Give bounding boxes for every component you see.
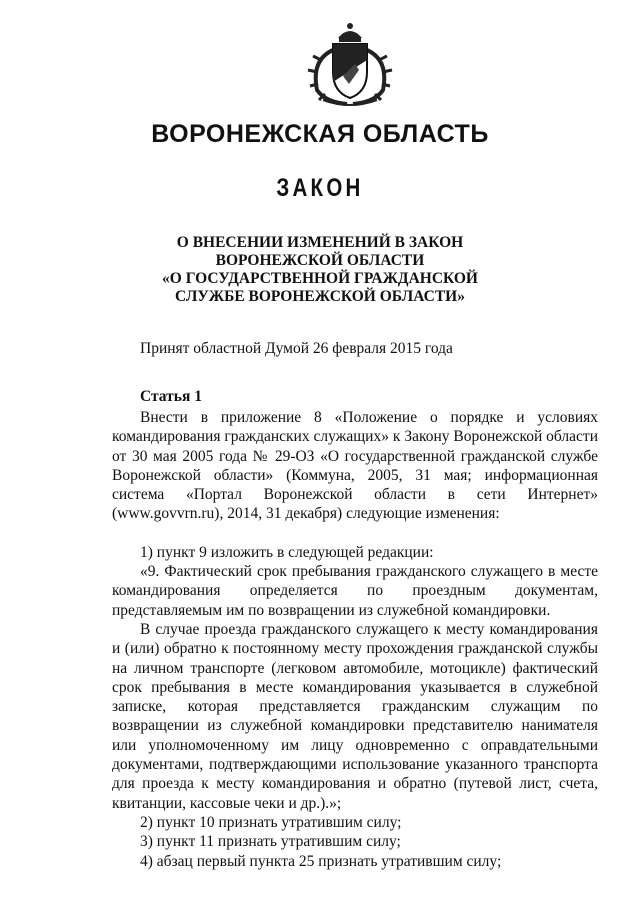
paragraph: 3) пункт 11 признать утратившим силу; <box>140 833 401 851</box>
law-title-line: ВОРОНЕЖСКОЙ ОБЛАСТИ <box>215 252 425 269</box>
law-title-line: СЛУЖБЕ ВОРОНЕЖСКОЙ ОБЛАСТИ» <box>175 288 465 305</box>
paragraph: «9. Фактический срок пребывания гражданского служащего в месте командирования определяется по проездным документам, представляемым им по возвращении из служебной командировки. <box>112 563 598 619</box>
document-type: ЗАКОН <box>276 174 364 202</box>
article-body <box>112 408 598 871</box>
law-title-line: «О ГОСУДАРСТВЕННОЙ ГРАЖДАНСКОЙ <box>162 270 478 287</box>
paragraph: В случае проезда гражданского служащего к месту командирования и (или) обратно к постоянному месту прохождения гражданской службы на личном транспорте (легковом автомобиле, мотоцикле) фактический срок пребывания в месте командирования указывается в служебной записке, которая представляется гражданским служащим по возвращении из служебной командировки представителю нанимателя или уполномоченному им лицу одновременно с оправдательными документами, подтверждающими использование указанного транспорта для проезда к месту командирования и обратно (путевой лист, счета, квитанции, кассовые чеки и др.).»; <box>112 620 598 812</box>
coat-of-arms-emblem <box>303 20 397 108</box>
article-heading: Статья 1 <box>140 388 202 405</box>
paragraph: 1) пункт 9 изложить в следующей редакции: <box>140 543 434 561</box>
adoption-date: Принят областной Думой 26 февраля 2015 года <box>140 340 453 357</box>
paragraph: Внести в приложение 8 «Положение о порядке и условиях командирования гражданских служащих» к Закону Воронежской области от 30 мая 2005 года № 29-ОЗ «О государственной гражданской службе Воронежской области» (Коммуна, 2005, 31 мая; информационная система «Портал Воронежской области в сети Интернет» (www.govvrn.ru), 2014, 31 декабря) следующие изменения: <box>112 409 598 523</box>
region-name: ВОРОНЕЖСКАЯ ОБЛАСТЬ <box>151 120 489 148</box>
paragraph: 4) абзац первый пункта 25 признать утратившим силу; <box>140 852 502 870</box>
law-title-line: О ВНЕСЕНИИ ИЗМЕНЕНИЙ В ЗАКОН <box>176 234 464 251</box>
law-title <box>140 234 500 306</box>
paragraph: 2) пункт 10 признать утратившим силу; <box>140 813 402 831</box>
